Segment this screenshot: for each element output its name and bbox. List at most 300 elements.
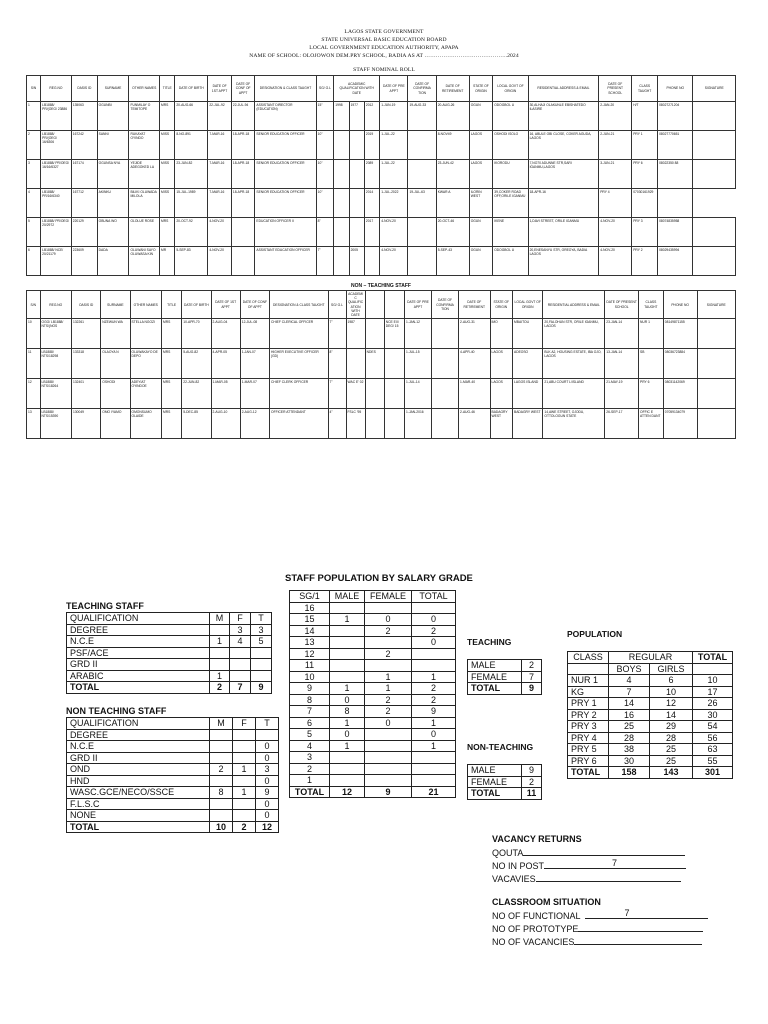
- table-cell: 39,COKER ROAD OFF,ORILE IGANMU: [493, 189, 528, 218]
- table-row: [67, 636, 272, 648]
- table-cell: [658, 189, 693, 218]
- vacancy-returns-title: VACANCY RETURNS: [492, 834, 582, 844]
- table-cell: MISS: [160, 160, 175, 189]
- table-cell: ODOGBOL U: [493, 102, 528, 131]
- table-cell: 08149871155: [663, 319, 697, 349]
- table-cell: OND: [67, 764, 210, 776]
- table-cell: 54: [693, 721, 733, 733]
- table-cell: 12: [330, 786, 365, 798]
- table-cell: 3: [251, 624, 272, 636]
- table-cell: 10": [316, 189, 334, 218]
- table-cell: MALE: [330, 591, 365, 603]
- roll-header-cell: DATE OF 1ST APPT: [211, 291, 240, 319]
- table-row: [67, 741, 279, 753]
- table-cell: [349, 189, 364, 218]
- table-cell: [693, 160, 736, 189]
- table-cell: GRD II: [67, 659, 210, 671]
- table-row: [468, 788, 542, 800]
- table-cell: QUALIFICATION: [67, 718, 210, 730]
- table-row: [67, 613, 272, 625]
- table-cell: [231, 247, 255, 276]
- table-cell: 9: [251, 682, 272, 694]
- table-cell: [365, 752, 412, 764]
- table-cell: 21: [412, 786, 456, 798]
- table-cell: 11: [290, 660, 330, 672]
- table-cell: T: [256, 718, 279, 730]
- teaching-staff-roll-table: [26, 75, 736, 276]
- table-cell: 1: [330, 614, 365, 626]
- table-cell: 1-JUL-2022: [380, 189, 408, 218]
- table-cell: 7: [230, 682, 251, 694]
- roll-header-cell: DATE OF CONF OF APPT: [231, 76, 255, 102]
- classroom-vacancies-label: NO OF VACANCIES: [492, 937, 575, 947]
- table-cell: M: [210, 613, 230, 625]
- table-cell: 1: [290, 775, 330, 787]
- roll-header-cell: DATE OF RETIREMENT: [459, 291, 491, 319]
- table-cell: [408, 218, 436, 247]
- table-row: [468, 660, 542, 672]
- table-cell: 30,ALHAJI OLAKUNLE EBISHATEDO ILASIRE: [528, 102, 599, 131]
- table-cell: MISS: [160, 189, 175, 218]
- table-cell: KG: [568, 686, 609, 698]
- table-cell: [210, 798, 233, 810]
- table-cell: [384, 349, 404, 379]
- table-cell: [233, 775, 256, 787]
- table-cell: [365, 775, 412, 787]
- table-cell: 20-AUG-26: [436, 102, 469, 131]
- table-cell: 0: [256, 741, 279, 753]
- header-line-4: NAME OF SCHOOL: OLOJOWON DEM.PRY SCHOOL, BADIA AS AT ……………………………………..2024: [249, 53, 519, 59]
- table-cell: 15-JUL-1989: [175, 189, 208, 218]
- table-cell: MISS: [160, 131, 175, 160]
- population-table: [567, 651, 733, 779]
- table-row: [290, 614, 456, 626]
- table-cell: ILORIN WEST: [469, 189, 493, 218]
- table-row: [67, 682, 272, 694]
- table-cell: 15: [290, 614, 330, 626]
- table-cell: 55: [693, 755, 733, 767]
- table-row: [67, 624, 272, 636]
- table-cell: 1-JUL-14: [405, 379, 432, 409]
- table-cell: NUR 1: [568, 675, 609, 687]
- table-cell: [334, 218, 349, 247]
- table-row: [468, 765, 542, 777]
- table-cell: OFFICER ATTENDANT: [270, 409, 329, 439]
- table-cell: 2017: [364, 218, 379, 247]
- table-cell: 14: [650, 709, 693, 721]
- in-post-blank: [544, 860, 686, 869]
- table-cell: 10: [27, 319, 41, 349]
- table-cell: MRS: [162, 349, 182, 379]
- table-cell: 1: [210, 636, 230, 648]
- table-cell: AKINKU: [97, 189, 129, 218]
- table-cell: 2-AUG-31: [459, 319, 491, 349]
- table-cell: 5-AUG-82: [182, 349, 211, 379]
- table-cell: RUKAYAT OYINDO: [129, 131, 160, 160]
- table-row: [67, 718, 279, 730]
- table-cell: 4-APR-05: [211, 349, 240, 379]
- table-row: [568, 755, 733, 767]
- table-cell: 5: [290, 729, 330, 741]
- table-cell: MRS: [160, 102, 175, 131]
- table-cell: 08031142069: [663, 379, 697, 409]
- table-cell: 2: [412, 694, 456, 706]
- table-cell: [346, 349, 365, 379]
- table-cell: 30: [693, 709, 733, 721]
- table-cell: 7-MAR-16: [208, 160, 232, 189]
- table-cell: 8-NO-891: [175, 131, 208, 160]
- table-cell: DEGREE: [67, 729, 210, 741]
- roll-header-cell: SG/ G.L: [328, 291, 346, 319]
- table-cell: [230, 659, 251, 671]
- table-cell: 10: [210, 821, 233, 833]
- table-cell: [210, 624, 230, 636]
- table-cell: TOTAL: [67, 821, 210, 833]
- table-cell: TOTAL: [693, 652, 733, 664]
- table-cell: [230, 670, 251, 682]
- table-cell: PRY 3: [568, 721, 609, 733]
- roll-header-cell: CLASS TAUGHT: [639, 291, 664, 319]
- table-cell: 8": [316, 218, 334, 247]
- table-row: [67, 764, 279, 776]
- table-row: [27, 160, 736, 189]
- table-cell: [412, 602, 456, 614]
- table-cell: [412, 660, 456, 672]
- table-cell: FEMALE: [468, 776, 522, 788]
- table-cell: 1-JUN-19: [380, 102, 408, 131]
- table-cell: MRS: [162, 379, 182, 409]
- table-cell: [408, 131, 436, 160]
- table-row: [568, 709, 733, 721]
- table-cell: [412, 775, 456, 787]
- table-cell: 20-OCT-46: [436, 218, 469, 247]
- table-cell: 13: [290, 637, 330, 649]
- table-cell: 1-MAR-40: [459, 379, 491, 409]
- table-cell: [330, 763, 365, 775]
- table-row: [290, 671, 456, 683]
- table-cell: GRD II: [67, 752, 210, 764]
- table-cell: PRY 5: [568, 744, 609, 756]
- table-cell: [251, 659, 272, 671]
- table-cell: [210, 647, 230, 659]
- table-cell: 12: [256, 821, 279, 833]
- table-cell: 18-APR-16: [528, 189, 599, 218]
- roll-header-cell: DATE OF PRESENT SCHOOL: [605, 291, 639, 319]
- table-cell: FEMALE: [365, 591, 412, 603]
- table-cell: 5: [251, 636, 272, 648]
- table-row: [290, 637, 456, 649]
- in-post-label: NO IN POST: [492, 861, 545, 871]
- table-row: [27, 247, 736, 276]
- non-teaching-staff-roll-table: [26, 290, 736, 439]
- table-row: [568, 652, 733, 664]
- table-cell: WAC E' 02: [346, 379, 365, 409]
- table-cell: 8: [290, 694, 330, 706]
- table-cell: LAGOS: [469, 131, 493, 160]
- table-row: [568, 732, 733, 744]
- table-cell: 5-DEC-85: [182, 409, 211, 439]
- table-cell: KWAR A: [436, 189, 469, 218]
- table-cell: 18-APR-18: [231, 131, 255, 160]
- table-cell: 1-JUL-15: [405, 349, 432, 379]
- table-cell: 7-MAR-16: [208, 189, 232, 218]
- table-cell: 23-JAN-14: [605, 319, 639, 349]
- roll-header-cell: ACADEMIC QUALIFICATION WITH DATE: [347, 292, 364, 318]
- table-cell: ODOGBOL U: [493, 247, 528, 276]
- table-cell: 220129: [71, 218, 97, 247]
- table-cell: 0: [330, 694, 365, 706]
- table-cell: NDES: [365, 349, 384, 379]
- table-cell: OGUN: [469, 218, 493, 247]
- table-cell: 23-JUN-82: [175, 160, 208, 189]
- quota-line: [492, 847, 685, 858]
- roll-header-cell: SIGNATURE: [697, 291, 735, 319]
- non-teaching-summary-title: NON-TEACHING: [467, 742, 534, 752]
- table-cell: [251, 647, 272, 659]
- table-cell: TOTAL: [468, 788, 522, 800]
- table-cell: PRY 1: [568, 698, 609, 710]
- functional-line: [492, 910, 708, 921]
- table-cell: EDUCATION OFFICER II: [255, 218, 316, 247]
- table-cell: 0: [330, 729, 365, 741]
- table-cell: PRY 2: [632, 247, 658, 276]
- table-cell: 1: [330, 683, 365, 695]
- table-cell: 143: [650, 767, 693, 779]
- table-cell: 167174: [71, 160, 97, 189]
- table-cell: IMO: [490, 319, 513, 349]
- table-row: [568, 721, 733, 733]
- table-row: [290, 729, 456, 741]
- table-cell: OSHODI: [101, 379, 130, 409]
- table-cell: OGUNSA NYA: [97, 160, 129, 189]
- roll-header-cell: DATE OF PRE APPT: [380, 76, 408, 102]
- table-cell: REGULAR: [609, 652, 693, 664]
- table-row: [290, 717, 456, 729]
- table-cell: 2014: [364, 189, 379, 218]
- table-cell: 1-JUL-22: [380, 160, 408, 189]
- table-cell: LB1888/ PR/(OEG/ 23886: [41, 102, 72, 131]
- table-cell: 08029435994: [658, 247, 693, 276]
- table-cell: 10: [650, 686, 693, 698]
- table-cell: [365, 763, 412, 775]
- table-cell: 12: [650, 698, 693, 710]
- table-cell: 2: [365, 625, 412, 637]
- table-cell: 4: [609, 675, 650, 687]
- table-cell: LB1888/ NTS/15390: [40, 409, 72, 439]
- table-cell: 18-APR-18: [231, 189, 255, 218]
- table-cell: [365, 637, 412, 649]
- table-cell: H/T: [632, 102, 658, 131]
- table-cell: [432, 379, 459, 409]
- table-cell: [210, 741, 233, 753]
- table-row: [290, 660, 456, 672]
- table-cell: [349, 218, 364, 247]
- table-cell: 4-APR-40: [459, 349, 491, 379]
- table-cell: OLUWANI SAYO OLUWASA KIN: [129, 247, 160, 276]
- table-cell: 1977: [349, 102, 364, 131]
- classroom-vacancies-line: [492, 936, 702, 947]
- table-cell: 0: [256, 775, 279, 787]
- table-cell: 1-MAR-07: [240, 379, 269, 409]
- table-row: [67, 821, 279, 833]
- table-cell: 20-AUG-66: [175, 102, 208, 131]
- table-cell: 5: [27, 218, 41, 247]
- table-cell: SG/1: [290, 591, 330, 603]
- table-cell: 2005: [349, 247, 364, 276]
- table-cell: [432, 349, 459, 379]
- table-cell: 21,ABU COURT L/ISLAND: [543, 379, 605, 409]
- table-cell: MBAITOLI: [513, 319, 543, 349]
- table-cell: PRY 4: [599, 189, 632, 218]
- table-row: [67, 670, 272, 682]
- table-cell: [330, 648, 365, 660]
- table-cell: 1: [233, 787, 256, 799]
- table-cell: 22-JUL-92: [208, 102, 232, 131]
- table-cell: 1: [365, 683, 412, 695]
- roll-header-cell: SIGNATURE: [693, 76, 736, 102]
- table-row: [290, 763, 456, 775]
- table-cell: 26: [693, 698, 733, 710]
- table-cell: 25: [650, 744, 693, 756]
- table-cell: 12: [27, 379, 41, 409]
- table-cell: 135063: [71, 102, 97, 131]
- table-cell: 2: [412, 683, 456, 695]
- table-cell: 0: [256, 752, 279, 764]
- in-post-value: 7: [612, 858, 618, 868]
- quota-blank: [523, 847, 685, 856]
- table-row: [290, 694, 456, 706]
- table-cell: 223609: [71, 247, 97, 276]
- table-cell: 2: [290, 763, 330, 775]
- table-row: [67, 787, 279, 799]
- table-cell: SANNI: [97, 131, 129, 160]
- vacancies-line: [492, 873, 681, 884]
- roll-header-cell: OTHER NAMES: [129, 76, 160, 102]
- table-cell: 20,ENESANYU STR, OREOYA, BADIA LAGOS: [528, 247, 599, 276]
- roll-header-cell: REG.NO: [41, 76, 72, 102]
- table-cell: 7": [316, 247, 334, 276]
- table-cell: PRY 6: [568, 755, 609, 767]
- table-cell: WASC.GCE/NECO/SSCE: [67, 787, 210, 799]
- table-cell: 4-NOV-20: [599, 218, 632, 247]
- table-cell: IKORODU: [493, 160, 528, 189]
- table-cell: PRY 6: [632, 160, 658, 189]
- table-row: [468, 671, 542, 683]
- table-cell: F: [233, 718, 256, 730]
- table-cell: MRS: [160, 218, 175, 247]
- table-cell: OGUNBI: [97, 102, 129, 131]
- prototype-blank: [578, 923, 703, 932]
- table-cell: [256, 729, 279, 741]
- table-row: [290, 648, 456, 660]
- table-cell: 2: [365, 648, 412, 660]
- table-cell: 0: [412, 637, 456, 649]
- roll-header-cell: DESIGNATION & CLASS TAUGHT: [255, 76, 316, 102]
- table-row: [67, 659, 272, 671]
- table-cell: 29: [650, 721, 693, 733]
- table-cell: CHIEF CLERICAL OFFICER: [270, 319, 329, 349]
- teaching-staff-table: [66, 612, 272, 694]
- table-cell: FUNMILAY O TEMITOPE: [129, 102, 160, 131]
- table-cell: 1: [27, 102, 41, 131]
- table-cell: [233, 810, 256, 822]
- table-cell: ASSISTANT EDUCATION OFFICER: [255, 247, 316, 276]
- table-cell: 2-JUN-21: [599, 131, 632, 160]
- table-cell: 2: [522, 660, 542, 672]
- table-cell: 5-SEP-83: [175, 247, 208, 276]
- table-cell: 9: [365, 786, 412, 798]
- table-cell: LB1888/ PR/OEG/ 20/2972: [41, 218, 72, 247]
- table-cell: [693, 131, 736, 160]
- table-cell: 11: [522, 788, 542, 800]
- table-cell: 0: [365, 717, 412, 729]
- table-cell: 2-AUG-10: [211, 409, 240, 439]
- table-cell: [365, 409, 384, 439]
- table-cell: 22-JUL-94: [231, 102, 255, 131]
- table-cell: 1987: [346, 319, 365, 349]
- table-cell: 14,AWE STREET, OJODU, OTTOLOGUN STATE: [543, 409, 605, 439]
- table-cell: 19-JUL-63: [408, 189, 436, 218]
- table-cell: OGUN: [469, 102, 493, 131]
- table-cell: SENIOR EDUCATION OFFICER: [255, 189, 316, 218]
- table-cell: 6: [290, 717, 330, 729]
- roll-header-cell: DATE OF BIRTH: [175, 76, 208, 102]
- table-cell: BADAGRY WEST: [490, 409, 513, 439]
- classroom-vacancies-blank: [574, 936, 702, 945]
- table-cell: [364, 247, 379, 276]
- table-cell: 2: [233, 821, 256, 833]
- table-cell: 6: [650, 675, 693, 687]
- table-cell: LB1888/ PR/OEG/ 16/16/6327: [41, 160, 72, 189]
- table-row: [67, 729, 279, 741]
- salary-grade-table: [289, 590, 456, 798]
- table-cell: PRY 6: [639, 379, 664, 409]
- table-cell: 12: [290, 648, 330, 660]
- table-cell: 7,NO70 ADUNNE STR,SARI IGANMU,LAGOS: [528, 160, 599, 189]
- table-row: [290, 625, 456, 637]
- roll-header-cell: RESIDENTIAL ADDRESS & EMAIL: [528, 76, 599, 102]
- roll-header-cell: DATE OF PRESENT SCHOOL: [599, 76, 632, 102]
- table-cell: 158: [609, 767, 650, 779]
- table-cell: 4: [230, 636, 251, 648]
- table-cell: [365, 740, 412, 752]
- table-cell: 167712: [71, 189, 97, 218]
- table-cell: [412, 752, 456, 764]
- table-cell: 2-AUG-46: [459, 409, 491, 439]
- table-cell: OBUNA WO: [97, 218, 129, 247]
- table-cell: [210, 659, 230, 671]
- table-cell: PSF/ACE: [67, 647, 210, 659]
- table-cell: [384, 379, 404, 409]
- table-cell: PRY 3: [632, 218, 658, 247]
- table-cell: 4-NOV-20: [380, 218, 408, 247]
- table-cell: [233, 752, 256, 764]
- table-cell: DADA: [97, 247, 129, 276]
- table-cell: 25: [609, 721, 650, 733]
- table-cell: 0: [256, 810, 279, 822]
- table-cell: [330, 660, 365, 672]
- roll-header-cell: TITLE: [160, 76, 175, 102]
- table-cell: SENIOR EDUCATION OFFICER: [255, 160, 316, 189]
- roll-header-cell: PHONE NO: [658, 76, 693, 102]
- table-cell: LB1888/ PR/(OEG/ 16/6306: [41, 131, 72, 160]
- table-cell: BADAGRY WEST: [513, 409, 543, 439]
- roll-header-cell: STATE OF ORIGIN: [469, 76, 493, 102]
- table-row: [468, 776, 542, 788]
- table-cell: CLASS: [568, 652, 609, 664]
- table-cell: 3: [290, 752, 330, 764]
- table-cell: N.C.E: [67, 741, 210, 753]
